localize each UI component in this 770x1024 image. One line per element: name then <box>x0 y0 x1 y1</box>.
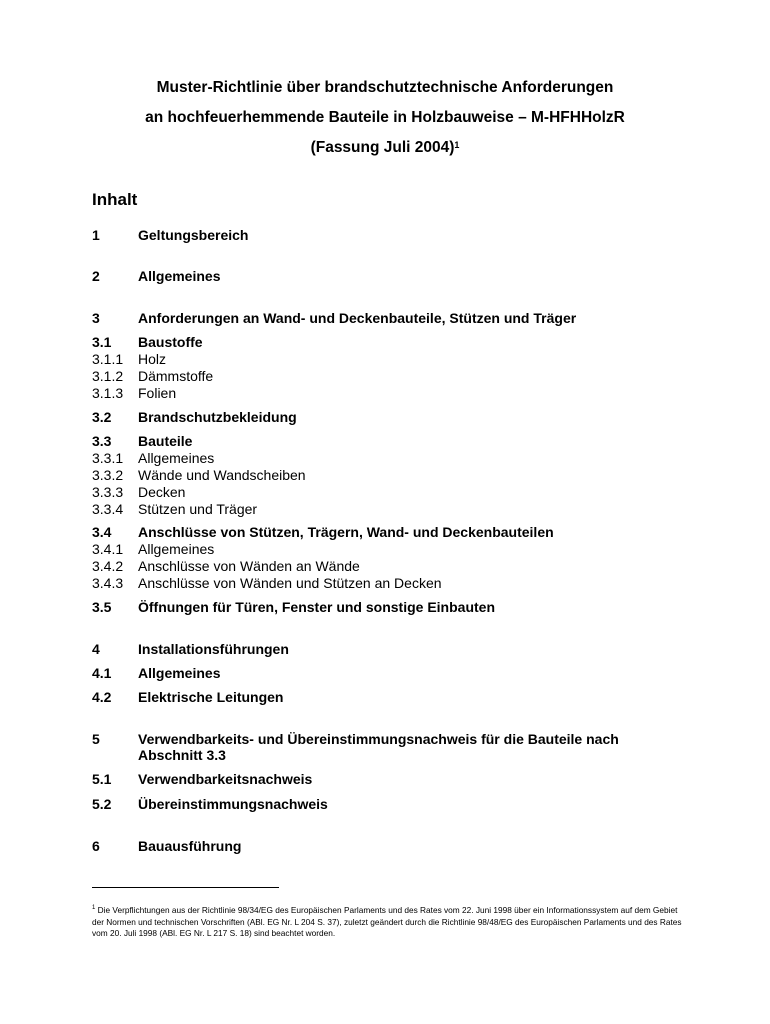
toc-entry-title: Installationsführungen <box>138 641 289 657</box>
toc-entry-title: Allgemeines <box>138 665 221 681</box>
toc-entry-number: 3.1.2 <box>92 368 124 384</box>
title-footnote-mark: 1 <box>454 140 460 150</box>
toc-entry-title: Anforderungen an Wand- und Deckenbauteile, Stützen und Träger <box>138 310 577 326</box>
toc-entry-title: Folien <box>138 385 177 401</box>
toc-entry-title: Baustoffe <box>138 334 203 350</box>
toc-entry-title: Wände und Wandscheiben <box>138 467 306 483</box>
toc-entry-title: Holz <box>138 351 167 367</box>
toc-entry-number: 3.1.3 <box>92 385 124 401</box>
title-line-3-text: (Fassung Juli 2004) <box>310 139 455 156</box>
toc-entry-title: Verwendbarkeits- und Übereinstimmungsnachweis für die Bauteile nach <box>138 731 619 747</box>
toc-entry-number: 3.3.2 <box>92 467 124 483</box>
toc-entry-title: Anschlüsse von Wänden an Wände <box>138 558 360 574</box>
toc-entry-number: 2 <box>92 268 100 284</box>
toc-entry-number: 3.4.1 <box>92 541 124 557</box>
title-line-2: an hochfeuerhemmende Bauteile in Holzbauweise – M-HFHHolzR <box>145 109 625 126</box>
toc-entry-title: Übereinstimmungsnachweis <box>138 796 328 812</box>
toc-entry-number: 3.3.1 <box>92 450 124 466</box>
toc-entry-title: Allgemeines <box>138 268 221 284</box>
toc-entry-title: Öffnungen für Türen, Fenster und sonstige Einbauten <box>138 599 495 615</box>
toc-entry-number: 3.1 <box>92 334 112 350</box>
toc-entry-title: Abschnitt 3.3 <box>138 747 226 763</box>
toc-entry-title: Stützen und Träger <box>138 501 258 517</box>
toc-entry-title: Verwendbarkeitsnachweis <box>138 771 313 787</box>
title-line-3 <box>0 138 770 158</box>
title-line-1: Muster-Richtlinie über brandschutztechnische Anforderungen <box>156 79 614 96</box>
toc-entry-number: 3.1.1 <box>92 351 124 367</box>
toc-entry-number: 4.1 <box>92 665 112 681</box>
footnote-text: Die Verpflichtungen aus der Richtlinie 98/34/EG des Europäischen Parlaments und des Rates vom 22. Juni 1998 über ein Informationssystem auf dem Gebiet der Normen und technischen Vorschriften (ABl. EG Nr. L 204 S. 37), zuletzt geändert durch die Richtlinie 98/48/EG des Europäischen Parlaments und des Rates vom 20. Juli 1998 (ABl. EG Nr. L 217 S. 18) sind beachtet worden. <box>92 905 682 938</box>
footnote <box>92 905 682 940</box>
toc-entry-number: 5.1 <box>92 771 112 787</box>
toc-heading: Inhalt <box>92 190 138 209</box>
toc-entry-title: Bauteile <box>138 433 193 449</box>
toc-entry-number: 3.4.3 <box>92 575 124 591</box>
toc-entry-number: 3.4.2 <box>92 558 124 574</box>
toc-entry-number: 3.3.4 <box>92 501 124 517</box>
toc-entry-title: Allgemeines <box>138 541 215 557</box>
toc-entry-title: Dämmstoffe <box>138 368 214 384</box>
toc-entry-title: Allgemeines <box>138 450 215 466</box>
toc-entry-title: Decken <box>138 484 186 500</box>
toc-entry-number: 4 <box>92 641 100 657</box>
toc-entry-title: Bauausführung <box>138 838 242 854</box>
toc-entry-title: Elektrische Leitungen <box>138 689 284 705</box>
toc-entry-number: 1 <box>92 227 100 243</box>
toc-entry-number: 4.2 <box>92 689 112 705</box>
toc-entry-number: 3.3 <box>92 433 112 449</box>
footnote-divider <box>92 887 279 888</box>
toc-entry-number: 3.4 <box>92 524 112 540</box>
toc-entry-number: 5 <box>92 731 100 747</box>
toc-entry-title: Geltungsbereich <box>138 227 249 243</box>
toc-entry-number: 3.2 <box>92 409 112 425</box>
footnote-mark: 1 <box>92 905 96 911</box>
toc-entry-number: 5.2 <box>92 796 112 812</box>
toc-entry-title: Brandschutzbekleidung <box>138 409 297 425</box>
toc-entry-number: 3.5 <box>92 599 112 615</box>
toc-entry-title: Anschlüsse von Stützen, Trägern, Wand- und Deckenbauteilen <box>138 524 554 540</box>
toc-entry-number: 3 <box>92 310 100 326</box>
toc-entry-number: 6 <box>92 838 100 854</box>
toc-entry-number: 3.3.3 <box>92 484 124 500</box>
toc-entry-title: Anschlüsse von Wänden und Stützen an Decken <box>138 575 442 591</box>
